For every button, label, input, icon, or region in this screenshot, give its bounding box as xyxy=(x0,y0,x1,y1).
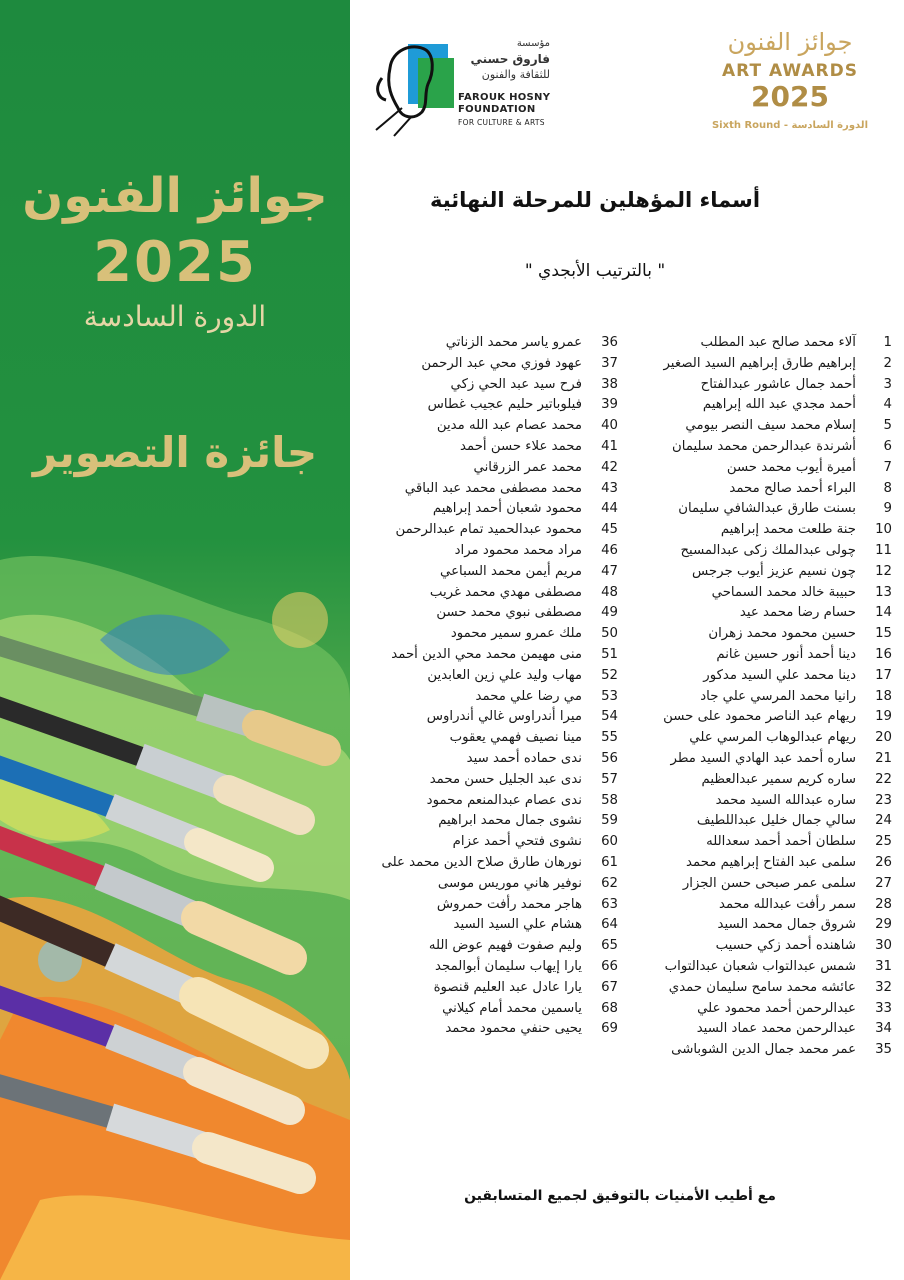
list-item-number: 63 xyxy=(601,896,618,912)
list-item-number: 7 xyxy=(883,459,892,475)
list-item-name: رانيا محمد المرسي علي جاد xyxy=(700,688,856,704)
list-item-number: 40 xyxy=(601,418,618,434)
list-item-number: 2 xyxy=(883,355,892,371)
list-item-name: جنة طلعت محمد إبراهيم xyxy=(720,522,856,538)
list-item xyxy=(360,874,618,895)
list-item xyxy=(642,541,892,562)
panel-title: جوائز الفنون xyxy=(22,168,328,224)
list-item-number: 17 xyxy=(875,667,892,683)
list-item xyxy=(642,562,892,583)
list-item-name: نشوى جمال محمد ابراهيم xyxy=(438,813,582,829)
list-item xyxy=(360,770,618,791)
list-item-number: 3 xyxy=(883,376,892,392)
list-item-name: هاجر محمد رأفت حمروش xyxy=(436,896,582,912)
list-item-name: عبدالرحمن أحمد محمود علي xyxy=(697,1000,856,1016)
list-item xyxy=(642,645,892,666)
list-item-name: البراء أحمد صالح محمد xyxy=(729,480,856,496)
panel-year: 2025 xyxy=(93,230,257,295)
list-item xyxy=(642,1019,892,1040)
list-item-name: عبدالرحمن محمد عماد السيد xyxy=(696,1021,856,1037)
list-item xyxy=(642,791,892,812)
list-item-name: مصطفى مهدي محمد غريب xyxy=(429,584,582,600)
list-item xyxy=(642,375,892,396)
list-item-name: مصطفى نبوي محمد حسن xyxy=(436,605,582,621)
foundation-portrait-icon xyxy=(372,38,456,138)
list-item xyxy=(642,395,892,416)
list-item xyxy=(642,874,892,895)
list-item-number: 39 xyxy=(601,397,618,413)
list-item xyxy=(642,915,892,936)
list-item-number: 58 xyxy=(601,792,618,808)
list-item-name: سلمى عبد الفتاح إبراهيم محمد xyxy=(686,854,856,870)
list-item-number: 24 xyxy=(875,813,892,829)
list-item-number: 19 xyxy=(875,709,892,725)
list-item xyxy=(642,666,892,687)
list-item-number: 52 xyxy=(601,667,618,683)
list-item-number: 35 xyxy=(875,1042,892,1058)
list-item xyxy=(360,915,618,936)
list-item xyxy=(360,666,618,687)
closing-message: مع أطيب الأمنيات بالتوفيق لجميع المتسابقين xyxy=(464,1188,776,1204)
list-item xyxy=(642,437,892,458)
list-item xyxy=(360,728,618,749)
list-item-number: 42 xyxy=(601,459,618,475)
foundation-name-ar-line3: للثقافة والفنون xyxy=(481,68,550,81)
list-item-name: وليم صفوت فهيم عوض الله xyxy=(428,938,582,954)
list-item-number: 34 xyxy=(875,1021,892,1037)
list-item-number: 18 xyxy=(875,688,892,704)
list-item xyxy=(360,936,618,957)
list-item-name: هشام علي السيد السيد xyxy=(453,917,582,933)
list-item xyxy=(360,811,618,832)
foundation-name-en-line2: FOUNDATION xyxy=(458,104,536,115)
list-item-name: نوفير هاني موريس موسى xyxy=(437,875,582,891)
list-item-number: 27 xyxy=(875,875,892,891)
list-item-number: 14 xyxy=(875,605,892,621)
list-item-number: 8 xyxy=(883,480,892,496)
list-item-name: أميرة أيوب محمد حسن xyxy=(726,459,856,475)
list-item xyxy=(642,583,892,604)
list-item-number: 33 xyxy=(875,1000,892,1016)
list-item-name: ساره عبدالله السيد محمد xyxy=(715,792,856,808)
list-item-number: 47 xyxy=(601,563,618,579)
list-item-name: أشرندة عبدالرحمن محمد سليمان xyxy=(672,438,856,454)
list-item-name: ساره كريم سمير عبدالعظيم xyxy=(701,771,856,787)
list-item xyxy=(360,499,618,520)
list-item-name: ريهام عبد الناصر محمود على حسن xyxy=(663,709,856,725)
finalists-list-right xyxy=(642,333,892,1061)
list-item xyxy=(360,395,618,416)
list-item xyxy=(642,853,892,874)
list-item-number: 59 xyxy=(601,813,618,829)
list-item-number: 31 xyxy=(875,958,892,974)
list-item-name: حبيبة خالد محمد السماحي xyxy=(711,584,856,600)
list-item-number: 55 xyxy=(601,730,618,746)
list-item xyxy=(642,687,892,708)
list-item xyxy=(642,479,892,500)
list-item-name: محمد عصام عبد الله مدين xyxy=(436,418,582,434)
list-item-name: محمد مصطفى محمد عبد الباقي xyxy=(404,480,582,496)
list-item xyxy=(360,895,618,916)
list-item-name: بسنت طارق عبدالشافي سليمان xyxy=(678,501,856,517)
list-item xyxy=(360,624,618,645)
list-item-name: عهود فوزي محي عبد الرحمن xyxy=(421,355,582,371)
list-item-number: 60 xyxy=(601,834,618,850)
list-item-name: ملك عمرو سمير محمود xyxy=(450,626,582,642)
list-item-number: 50 xyxy=(601,626,618,642)
list-item-name: يارا عادل عبد العليم قنصوة xyxy=(433,979,582,995)
list-item xyxy=(360,645,618,666)
list-item-name: دينا أحمد أنور حسين غانم xyxy=(716,646,856,662)
list-item-number: 53 xyxy=(601,688,618,704)
list-item xyxy=(360,437,618,458)
list-item-name: مهاب وليد علي زين العابدين xyxy=(427,667,582,683)
list-item-name: عمر محمد جمال الدين الشوباشى xyxy=(671,1042,856,1058)
list-item xyxy=(360,1019,618,1040)
list-item xyxy=(360,603,618,624)
list-item-number: 22 xyxy=(875,771,892,787)
list-item-number: 61 xyxy=(601,854,618,870)
list-item-name: شمس عبدالتواب شعبان عبدالتواب xyxy=(664,958,856,974)
list-item-name: شاهنده أحمد زكي حسيب xyxy=(715,938,856,954)
list-item-name: محمد علاء حسن أحمد xyxy=(460,438,582,454)
list-item xyxy=(360,562,618,583)
list-item-name: محمود عبدالحميد تمام عبدالرحمن xyxy=(395,522,582,538)
list-item-number: 32 xyxy=(875,979,892,995)
list-item-number: 44 xyxy=(601,501,618,517)
list-item-number: 37 xyxy=(601,355,618,371)
list-item xyxy=(360,687,618,708)
list-item xyxy=(642,333,892,354)
list-item-name: محمد عمر الزرقاني xyxy=(473,459,582,475)
left-banner-panel xyxy=(0,0,350,1280)
list-item-name: نورهان طارق صلاح الدين محمد على xyxy=(381,854,582,870)
list-item xyxy=(642,832,892,853)
list-item xyxy=(642,811,892,832)
list-item xyxy=(642,936,892,957)
page-subtitle: " بالترتيب الأبجدي " xyxy=(524,261,666,281)
list-item-name: ريهام عبدالوهاب المرسي علي xyxy=(689,730,856,746)
foundation-name-ar-line1: مؤسسة xyxy=(516,38,550,49)
list-item-name: أحمد جمال عاشور عبدالفتاح xyxy=(700,376,856,392)
list-item xyxy=(360,791,618,812)
list-item xyxy=(360,749,618,770)
panel-round: الدورة السادسة xyxy=(83,300,267,333)
art-awards-round: Sixth Round - الدورة السادسة xyxy=(711,120,868,131)
list-item-number: 25 xyxy=(875,834,892,850)
list-item-name: مينا نصيف فهمي يعقوب xyxy=(449,730,582,746)
list-item-number: 1 xyxy=(883,335,892,350)
list-item xyxy=(360,707,618,728)
list-item xyxy=(360,354,618,375)
art-awards-year: 2025 xyxy=(751,80,829,113)
list-item xyxy=(360,479,618,500)
list-item-number: 49 xyxy=(601,605,618,621)
list-item-name: سالي جمال خليل عبداللطيف xyxy=(696,813,856,829)
list-item xyxy=(642,603,892,624)
list-item-number: 11 xyxy=(875,542,892,558)
list-item xyxy=(360,333,618,354)
list-item xyxy=(642,707,892,728)
list-item-number: 6 xyxy=(883,438,892,454)
art-awards-logo xyxy=(700,28,880,138)
list-item-number: 38 xyxy=(601,376,618,392)
list-item-name: چون نسيم عزيز أيوب جرجس xyxy=(691,563,856,579)
list-item xyxy=(360,583,618,604)
panel-prize-title: جائزة التصوير xyxy=(32,428,318,477)
list-item-name: ندى حماده أحمد سيد xyxy=(466,750,582,766)
list-item xyxy=(642,728,892,749)
list-item-number: 68 xyxy=(601,1000,618,1016)
list-item xyxy=(642,1040,892,1061)
list-item-number: 48 xyxy=(601,584,618,600)
foundation-name-en-line1: FAROUK HOSNY xyxy=(458,92,551,103)
list-item-number: 13 xyxy=(875,584,892,600)
list-item-name: فيلوباتير حليم عجيب غطاس xyxy=(427,397,582,413)
list-item xyxy=(642,416,892,437)
list-item-name: مراد محمد محمود مراد xyxy=(454,542,582,558)
list-item xyxy=(360,541,618,562)
list-item-number: 21 xyxy=(875,750,892,766)
art-awards-title-en: ART AWARDS xyxy=(722,61,858,81)
list-item-number: 29 xyxy=(875,917,892,933)
list-item xyxy=(642,978,892,999)
list-item-number: 36 xyxy=(601,335,618,350)
list-item-number: 23 xyxy=(875,792,892,808)
list-item-name: ميرا أندراوس غالي أندراوس xyxy=(426,709,582,725)
list-item xyxy=(642,354,892,375)
list-item-number: 15 xyxy=(875,626,892,642)
list-item-number: 45 xyxy=(601,522,618,538)
list-item-number: 57 xyxy=(601,771,618,787)
list-item-name: إبراهيم طارق إبراهيم السيد الصغير xyxy=(663,355,856,371)
art-awards-title-ar: جوائز الفنون xyxy=(727,28,853,56)
list-item-name: عمرو ياسر محمد الزناتي xyxy=(445,335,582,350)
list-item-number: 41 xyxy=(601,438,618,454)
list-item-name: فرح سيد عبد الحي زكي xyxy=(450,376,582,392)
list-item xyxy=(360,999,618,1020)
list-item-name: ندى عصام عبدالمنعم محمود xyxy=(426,792,582,808)
list-item xyxy=(360,832,618,853)
list-item-number: 51 xyxy=(601,646,618,662)
list-item xyxy=(360,520,618,541)
list-item-name: چولى عبدالملك زكى عبدالمسيح xyxy=(680,542,856,558)
list-item-number: 12 xyxy=(875,563,892,579)
list-item-number: 4 xyxy=(883,397,892,413)
page-title: أسماء المؤهلين للمرحلة النهائية xyxy=(429,188,761,212)
list-item-number: 62 xyxy=(601,875,618,891)
list-item-number: 10 xyxy=(875,522,892,538)
list-item-name: حسين محمود محمد زهران xyxy=(708,626,856,642)
list-item-name: آلاء محمد صالح عبد المطلب xyxy=(700,335,856,350)
list-item xyxy=(360,978,618,999)
list-item-name: سلمى عمر صبحى حسن الجزار xyxy=(682,875,856,891)
list-item-number: 5 xyxy=(883,418,892,434)
farouk-hosny-foundation-logo xyxy=(372,38,552,138)
list-item-name: إسلام محمد سيف النصر بيومي xyxy=(685,418,856,434)
list-item xyxy=(642,749,892,770)
list-item-number: 46 xyxy=(601,542,618,558)
list-item-number: 64 xyxy=(601,917,618,933)
foundation-name-ar-line2: فاروق حسني xyxy=(470,52,550,66)
list-item-number: 9 xyxy=(883,501,892,517)
list-item-name: مريم أيمن محمد السباعي xyxy=(440,563,582,579)
list-item-name: يارا إيهاب سليمان أبوالمجد xyxy=(435,958,582,974)
list-item-name: محمود شعبان أحمد إبراهيم xyxy=(432,501,582,517)
list-item-name: عائشه محمد سامح سليمان حمدي xyxy=(668,979,856,995)
list-item xyxy=(642,957,892,978)
list-item-name: سمر رأفت عبدالله محمد xyxy=(719,896,856,912)
list-item-name: دينا محمد علي السيد مدكور xyxy=(703,667,856,683)
list-item-name: شروق جمال محمد السيد xyxy=(717,917,856,933)
list-item-name: نشوى فتحي أحمد عزام xyxy=(452,834,582,850)
list-item-name: ساره أحمد عبد الهادي السيد مطر xyxy=(670,750,856,766)
list-item-name: مي رضا علي محمد xyxy=(475,688,582,704)
list-item-name: ياسمين محمد أمام كيلاني xyxy=(442,1000,582,1016)
list-item-number: 69 xyxy=(601,1021,618,1037)
list-item-number: 66 xyxy=(601,958,618,974)
list-item xyxy=(642,520,892,541)
list-item-name: سلطان أحمد أحمد سعدالله xyxy=(706,834,856,850)
list-item-number: 16 xyxy=(875,646,892,662)
list-item-name: يحيى حنفي محمود محمد xyxy=(445,1021,582,1037)
list-item-number: 56 xyxy=(601,750,618,766)
list-item xyxy=(360,853,618,874)
list-item xyxy=(360,957,618,978)
list-item xyxy=(642,458,892,479)
list-item xyxy=(642,895,892,916)
list-item xyxy=(360,375,618,396)
list-item xyxy=(642,499,892,520)
list-item-number: 28 xyxy=(875,896,892,912)
list-item-number: 26 xyxy=(875,854,892,870)
list-item-name: حسام رضا محمد عيد xyxy=(739,605,856,621)
list-item xyxy=(642,999,892,1020)
list-item-name: ندى عبد الجليل حسن محمد xyxy=(429,771,582,787)
list-item-name: منى مهيمن محمد محي الدين أحمد xyxy=(391,646,582,662)
list-item-name: أحمد مجدي عبد الله إبراهيم xyxy=(702,397,856,413)
list-item-number: 20 xyxy=(875,730,892,746)
list-item-number: 43 xyxy=(601,480,618,496)
list-item xyxy=(642,770,892,791)
list-item-number: 54 xyxy=(601,709,618,725)
list-item xyxy=(642,624,892,645)
list-item xyxy=(360,458,618,479)
list-item xyxy=(360,416,618,437)
finalists-list-left xyxy=(360,333,618,1040)
list-item-number: 65 xyxy=(601,938,618,954)
list-item-number: 30 xyxy=(875,938,892,954)
foundation-name-en-line3: FOR CULTURE & ARTS xyxy=(458,118,545,127)
list-item-number: 67 xyxy=(601,979,618,995)
